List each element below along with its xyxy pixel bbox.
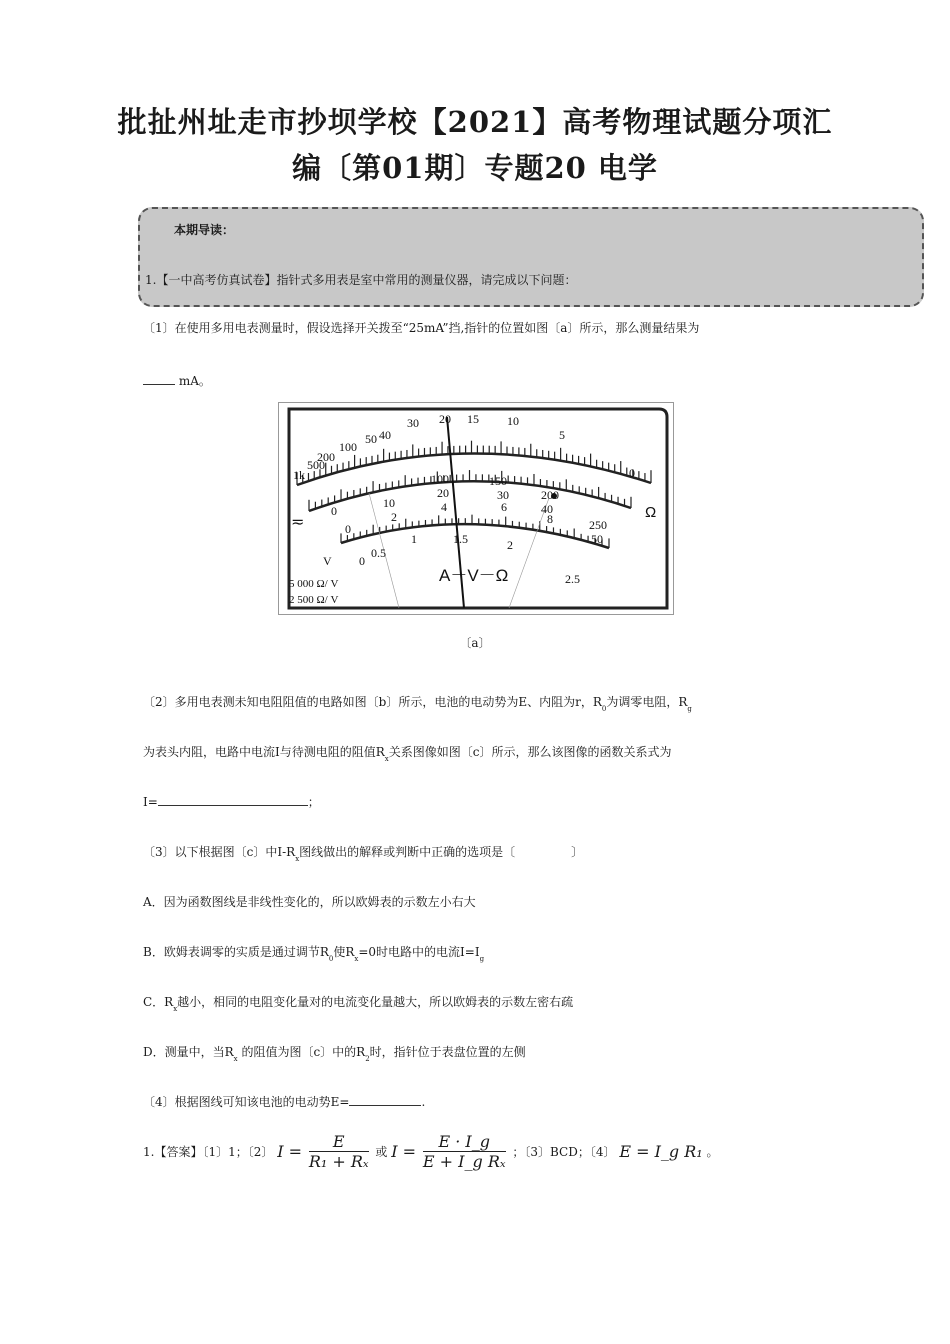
v-label-15: 1.5 xyxy=(453,532,468,546)
ohm-label-10: 10 xyxy=(507,414,519,428)
mid-label-10: 10 xyxy=(383,496,395,510)
q2-line2: 为表头内阻，电路中电流I与待测电阻的阻值$R_x$关系图像如图〔c〕所示，那么该图像的函数关系式为 xyxy=(143,745,672,763)
q3-option-d: D．测量中，当$R_x$ 的阻值为图〔c〕中的$R_2$时，指针位于表盘位置的左侧 xyxy=(143,1045,526,1063)
q1-unit: mA。 xyxy=(178,374,211,388)
ohm-label-5: 5 xyxy=(559,428,565,442)
mid-label-100: 100 xyxy=(431,472,449,486)
ohm-label-200: 200 xyxy=(317,450,335,464)
q2-blank xyxy=(158,805,308,806)
mid-label-250: 250 xyxy=(589,518,607,532)
figure-caption: 〔a〕 xyxy=(459,636,491,650)
q3-option-b: B．欧姆表调零的实质是通过调节$R_0$使$R_x=0$时电路中的电流$I=I_g$ xyxy=(143,945,485,963)
reading-guide-box xyxy=(138,207,924,307)
v-label-1: 1 xyxy=(411,532,417,546)
document-title-line2: 编〔第01期〕专题20 电学 xyxy=(292,151,658,185)
q1-answer-line xyxy=(143,372,211,389)
low-label-8: 8 xyxy=(547,512,553,526)
meter-v-label: V xyxy=(323,554,332,568)
q3-option-c: C．$R_x$越小，相同的电阻变化量对的电流变化量越大，所以欧姆表的示数左密右疏 xyxy=(143,995,574,1013)
ohm-label-100: 100 xyxy=(339,440,357,454)
ohm-label-0: 0 xyxy=(629,466,635,480)
q2-line1: 〔2〕多用电表测未知电阻阻值的电路如图〔b〕所示，电池的电动势为E、内阻为r，$R_0$为调零电阻，$R_g$ xyxy=(143,695,692,713)
document-title-line1: 批扯州址走市抄坝学校【2021】高考物理试题分项汇 xyxy=(117,105,833,139)
mid-arc xyxy=(309,481,631,511)
low-label-40: 40 xyxy=(541,502,553,516)
low-label-20: 20 xyxy=(437,486,449,500)
v-label-05: 0.5 xyxy=(371,546,386,560)
q1-text: 〔1〕在使用多用电表测量时，假设选择开关拨至“25mA”挡,指针的位置如图〔a〕所示，那么测量结果为 xyxy=(143,321,700,335)
meter-spec-2: 2 500 Ω/ V xyxy=(289,594,339,606)
ohm-label-1k: 1k xyxy=(293,468,305,482)
meter-svg xyxy=(279,403,673,614)
guide-heading: 本期导读： xyxy=(174,223,235,237)
meter-center-label: A－V－Ω xyxy=(439,566,509,585)
low-label-30: 30 xyxy=(497,488,509,502)
q1-blank xyxy=(143,384,175,385)
q3-stem: 〔3〕以下根据图〔c〕中$I-R_x$图线做出的解释或判断中正确的选项是〔 〕 xyxy=(143,845,584,863)
guide-question: 1.【一中高考仿真试卷】指针式多用表是室中常用的测量仪器，请完成以下问题： xyxy=(145,273,577,287)
q4-text: 〔4〕根据图线可知该电池的电动势E= . xyxy=(143,1095,426,1109)
ohm-label-40: 40 xyxy=(379,428,391,442)
v-label-25: 2.5 xyxy=(565,572,580,586)
ohm-label-20: 20 xyxy=(439,412,451,426)
low-label-4: 4 xyxy=(441,500,447,514)
q3-option-a: A．因为函数图线是非线性变化的，所以欧姆表的示数左小右大 xyxy=(143,895,476,909)
v-label-2: 2 xyxy=(507,538,513,552)
answer-line: 1.【答案】〔1〕1；〔2〕 I = $\frac{E}{\text{R₁ + Rₓ}}$ 或 I = $\frac{E \cdot I\_g}{\text{E + I\_g Rₓ}}$ ；〔3〕BCD；〔4〕 E = I_g R₁ 。 xyxy=(143,1132,719,1171)
low-label-0: 0 xyxy=(345,522,351,536)
meter-spec-1: 5 000 Ω/ V xyxy=(289,578,339,590)
ohm-label-500: 500 xyxy=(307,458,325,472)
low-label-6: 6 xyxy=(501,500,507,514)
mid-label-150: 150 xyxy=(489,474,507,488)
v-label-0: 0 xyxy=(359,554,365,568)
meter-dc-label: ≂ xyxy=(291,514,305,531)
q2-line3: I= ； xyxy=(143,795,320,809)
ohm-label-30: 30 xyxy=(407,416,419,430)
low-arc xyxy=(341,524,609,548)
mid-label-200: 200 xyxy=(541,488,559,502)
ohm-label-15: 15 xyxy=(467,412,479,426)
scale-labels xyxy=(289,412,656,606)
low-label-50: 50 xyxy=(591,532,603,546)
answer-fraction-1: $\frac{E}{\text{R₁ + Rₓ}}$ xyxy=(308,1132,369,1171)
multimeter-dial-figure xyxy=(278,402,674,615)
meter-ohm-label: Ω xyxy=(645,504,657,521)
ohm-label-50: 50 xyxy=(365,432,377,446)
q4-blank xyxy=(349,1105,421,1106)
mid-label-0: 0 xyxy=(331,504,337,518)
answer-fraction-2: $\frac{E \cdot I\_g}{\text{E + I\_g Rₓ}}$ xyxy=(422,1132,506,1171)
low-label-2: 2 xyxy=(391,510,397,524)
